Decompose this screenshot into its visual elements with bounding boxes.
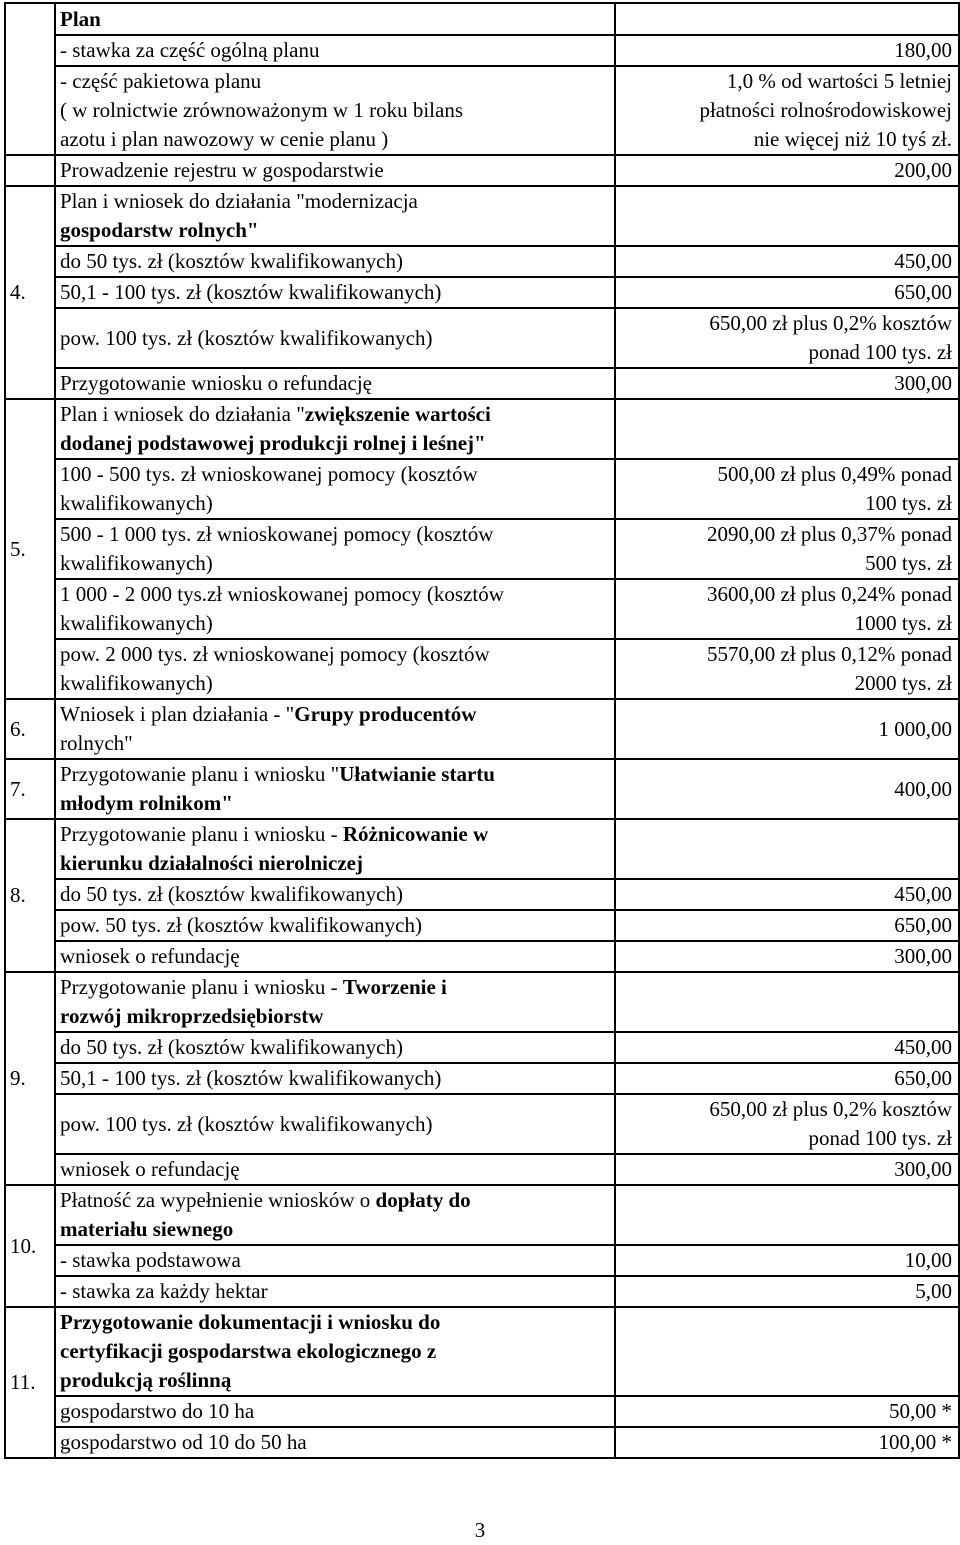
description-text: materiału siewnego [60, 1217, 234, 1241]
item-description [55, 459, 615, 519]
description-text: certyfikacji gospodarstwa ekologicznego z [60, 1339, 437, 1363]
item-number: 11. [5, 1307, 55, 1458]
item-number: 8. [5, 819, 55, 972]
item-description [55, 66, 615, 155]
description-text: gospodarstwo od 10 do 50 ha [60, 1430, 307, 1454]
description-text: Wniosek i plan działania - " [60, 702, 295, 726]
description-text: Ułatwianie startu [339, 762, 495, 786]
table-row [5, 1245, 959, 1276]
table-row [5, 459, 959, 519]
description-text: gospodarstw rolnych" [60, 218, 259, 242]
item-price [615, 399, 959, 459]
item-description [55, 155, 615, 186]
description-text: Płatność za wypełnienie wniosków o [60, 1188, 376, 1212]
item-price [615, 3, 959, 35]
description-text: Przygotowanie wniosku o refundację [60, 371, 372, 395]
description-text: 100 - 500 tys. zł wnioskowanej pomocy (kosztów [60, 462, 478, 486]
table-row [5, 186, 959, 246]
table-row [5, 1185, 959, 1245]
description-text: do 50 tys. zł (kosztów kwalifikowanych) [60, 1035, 403, 1059]
item-price [615, 186, 959, 246]
description-text: wniosek o refundację [60, 944, 240, 968]
item-description [55, 1063, 615, 1094]
description-text: Prowadzenie rejestru w gospodarstwie [60, 158, 384, 182]
table-row [5, 399, 959, 459]
table-row [5, 155, 959, 186]
description-text: - stawka za część ogólną planu [60, 38, 320, 62]
item-description [55, 186, 615, 246]
item-description [55, 519, 615, 579]
description-text: Różnicowanie w [342, 822, 489, 846]
price-text: płatności rolnośrodowiskowej [699, 98, 952, 122]
item-price: 450,00 [615, 246, 959, 277]
item-price: 5,00 [615, 1276, 959, 1307]
description-text: Przygotowanie dokumentacji i wniosku do [60, 1310, 441, 1334]
description-text: rolnych" [60, 731, 133, 755]
table-row [5, 3, 959, 35]
item-description [55, 1276, 615, 1307]
price-text: 500,00 zł plus 0,49% ponad [717, 462, 952, 486]
table-row [5, 819, 959, 879]
item-description [55, 972, 615, 1032]
description-text: pow. 100 tys. zł (kosztów kwalifikowanych) [60, 1111, 433, 1136]
item-price [615, 519, 959, 579]
description-text: - część pakietowa planu [60, 69, 262, 93]
price-text: 5570,00 zł plus 0,12% ponad [707, 642, 952, 666]
item-description [55, 308, 615, 368]
description-text: 500 - 1 000 tys. zł wnioskowanej pomocy (kosztów [60, 522, 494, 546]
description-text: wniosek o refundację [60, 1157, 240, 1181]
description-text: dopłaty do [375, 1188, 471, 1212]
description-text: kwalifikowanych) [60, 671, 213, 695]
price-table-body [5, 3, 959, 1458]
item-description [55, 941, 615, 972]
price-text: ponad 100 tys. zł [808, 1126, 952, 1150]
table-row [5, 1307, 959, 1396]
table-row [5, 941, 959, 972]
item-price [615, 308, 959, 368]
description-text: 50,1 - 100 tys. zł (kosztów kwalifikowanych) [60, 280, 442, 304]
item-price: 300,00 [615, 1154, 959, 1185]
item-number [5, 155, 55, 186]
table-row [5, 910, 959, 941]
description-text: Przygotowanie planu i wniosku - [60, 975, 343, 999]
description-text: ( w rolnictwie zrównoważonym w 1 roku bilans [60, 98, 463, 122]
description-text: kwalifikowanych) [60, 551, 213, 575]
description-text: produkcją roślinną [60, 1368, 232, 1392]
table-row [5, 879, 959, 910]
table-row [5, 1276, 959, 1307]
description-text: pow. 2 000 tys. zł wnioskowanej pomocy (kosztów [60, 642, 490, 666]
price-text: 3600,00 zł plus 0,24% ponad [707, 582, 952, 606]
item-description [55, 399, 615, 459]
description-text: Plan i wniosek do działania " [60, 402, 305, 426]
table-row [5, 277, 959, 308]
price-text: ponad 100 tys. zł [808, 340, 952, 364]
description-text: pow. 100 tys. zł (kosztów kwalifikowanych) [60, 325, 433, 350]
item-price: 650,00 [615, 910, 959, 941]
description-text: dodanej podstawowej produkcji rolnej i leśnej" [60, 431, 486, 455]
price-table [4, 2, 960, 1459]
price-text: 100 tys. zł [865, 491, 952, 515]
description-text: - stawka za każdy hektar [60, 1279, 268, 1303]
table-row [5, 699, 959, 759]
item-price: 1 000,00 [615, 699, 959, 759]
table-row [5, 1396, 959, 1427]
item-price: 650,00 [615, 1063, 959, 1094]
description-text: zwiększenie wartości [304, 402, 491, 426]
table-row [5, 579, 959, 639]
description-text: 50,1 - 100 tys. zł (kosztów kwalifikowanych) [60, 1066, 442, 1090]
item-number: 6. [5, 699, 55, 759]
table-row [5, 519, 959, 579]
item-description [55, 1094, 615, 1154]
item-price [615, 459, 959, 519]
description-text: azotu i plan nawozowy w cenie planu ) [60, 127, 389, 151]
item-price [615, 66, 959, 155]
description-text: do 50 tys. zł (kosztów kwalifikowanych) [60, 882, 403, 906]
item-description [55, 1154, 615, 1185]
item-price: 50,00 * [615, 1396, 959, 1427]
item-description [55, 3, 615, 35]
item-price: 200,00 [615, 155, 959, 186]
price-text: 2000 tys. zł [854, 671, 952, 695]
item-price [615, 639, 959, 699]
item-description [55, 246, 615, 277]
price-text: 650,00 zł plus 0,2% kosztów [709, 1097, 952, 1121]
item-description [55, 879, 615, 910]
item-price [615, 972, 959, 1032]
item-price: 300,00 [615, 941, 959, 972]
item-description [55, 1245, 615, 1276]
price-text: nie więcej niż 10 tyś zł. [753, 127, 952, 151]
item-price: 100,00 * [615, 1427, 959, 1458]
description-text: Przygotowanie planu i wniosku " [60, 762, 340, 786]
item-number: 7. [5, 759, 55, 819]
table-row [5, 66, 959, 155]
description-text: młodym rolnikom" [60, 791, 233, 815]
description-text: 1 000 - 2 000 tys.zł wnioskowanej pomocy (kosztów [60, 582, 504, 606]
description-text: - stawka podstawowa [60, 1248, 241, 1272]
item-price [615, 1307, 959, 1396]
item-price [615, 579, 959, 639]
description-text: Plan [60, 6, 101, 31]
item-description [55, 699, 615, 759]
description-text: Przygotowanie planu i wniosku - [60, 822, 343, 846]
table-row [5, 308, 959, 368]
item-description [55, 819, 615, 879]
item-description [55, 35, 615, 66]
item-price: 450,00 [615, 1032, 959, 1063]
item-number: 9. [5, 972, 55, 1185]
table-row [5, 246, 959, 277]
item-description [55, 1427, 615, 1458]
table-row [5, 1154, 959, 1185]
item-description [55, 368, 615, 399]
item-price [615, 1094, 959, 1154]
description-text: kierunku działalności nierolniczej [60, 851, 363, 875]
page-number: 3 [474, 1518, 486, 1542]
description-text: do 50 tys. zł (kosztów kwalifikowanych) [60, 249, 403, 273]
table-row [5, 759, 959, 819]
description-text: kwalifikowanych) [60, 611, 213, 635]
description-text: Grupy producentów [294, 702, 477, 726]
item-description [55, 1396, 615, 1427]
item-price [615, 819, 959, 879]
table-row [5, 1094, 959, 1154]
item-description [55, 759, 615, 819]
table-row [5, 1063, 959, 1094]
item-description [55, 1032, 615, 1063]
item-number: 10. [5, 1185, 55, 1307]
description-text: Plan i wniosek do działania "modernizacja [60, 189, 418, 213]
price-text: 500 tys. zł [865, 551, 952, 575]
table-row [5, 1032, 959, 1063]
item-number [5, 3, 55, 155]
item-price: 400,00 [615, 759, 959, 819]
price-text: 2090,00 zł plus 0,37% ponad [707, 522, 952, 546]
description-text: gospodarstwo do 10 ha [60, 1399, 255, 1423]
item-number: 4. [5, 186, 55, 399]
item-description [55, 910, 615, 941]
item-description [55, 579, 615, 639]
item-description [55, 1307, 615, 1396]
table-row [5, 972, 959, 1032]
item-price: 300,00 [615, 368, 959, 399]
item-description [55, 1185, 615, 1245]
description-text: pow. 50 tys. zł (kosztów kwalifikowanych) [60, 913, 422, 937]
table-row [5, 368, 959, 399]
table-row [5, 35, 959, 66]
item-price [615, 1185, 959, 1245]
price-text: 650,00 zł plus 0,2% kosztów [709, 311, 952, 335]
item-price: 650,00 [615, 277, 959, 308]
price-text: 1,0 % od wartości 5 letniej [726, 69, 952, 93]
item-price: 450,00 [615, 879, 959, 910]
description-text: Tworzenie i [342, 975, 447, 999]
price-text: 1000 tys. zł [854, 611, 952, 635]
table-row [5, 1427, 959, 1458]
description-text: rozwój mikroprzedsiębiorstw [60, 1004, 324, 1028]
table-row [5, 639, 959, 699]
item-price: 10,00 [615, 1245, 959, 1276]
item-number: 5. [5, 399, 55, 699]
item-description [55, 639, 615, 699]
item-price: 180,00 [615, 35, 959, 66]
item-description [55, 277, 615, 308]
description-text: kwalifikowanych) [60, 491, 213, 515]
